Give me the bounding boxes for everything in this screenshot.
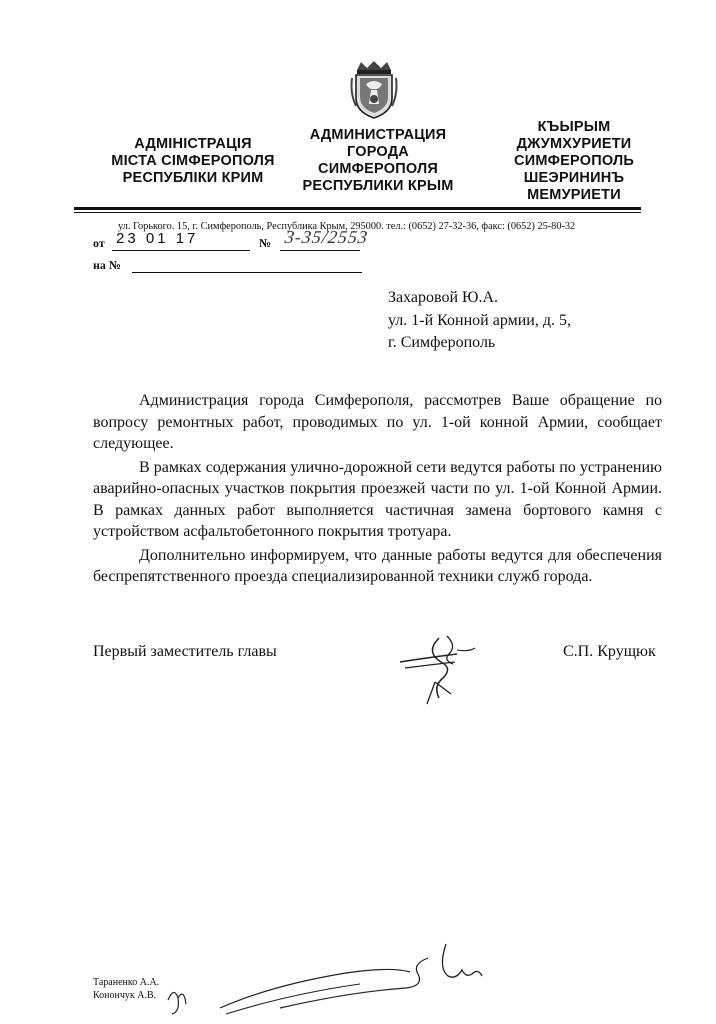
signatory-position: Первый заместитель главы <box>93 643 277 660</box>
header-ukrainian <box>88 136 298 187</box>
date-underline <box>112 250 250 251</box>
header-crh-line: ШЕЭРИНИНЪ <box>523 170 625 186</box>
header-divider-thick <box>74 207 641 210</box>
header-ua-line: АДМІНІСТРАЦІЯ <box>134 136 252 152</box>
recipient-name: Захаровой Ю.А. <box>388 289 499 306</box>
reply-to-underline <box>132 272 362 273</box>
coat-of-arms-emblem <box>349 60 399 120</box>
executor-name: Тараненко А.А. <box>93 977 160 988</box>
executors-block <box>93 977 159 1002</box>
registration-number: 3-35/2553 <box>283 227 370 247</box>
header-ua-line: МІСТА СІМФЕРОПОЛЯ <box>111 153 275 169</box>
body-paragraph: Дополнительно информируем, что данные работы ведутся для обеспечения беспрепятственного проезда специализированной техники служб города. <box>93 546 662 585</box>
recipient-city: г. Симферополь <box>388 334 496 351</box>
header-russian <box>278 127 478 195</box>
header-ru-line: ГОРОДА <box>347 144 409 160</box>
header-crh-line: СИМФЕРОПОЛЬ <box>514 153 634 169</box>
signatory-name: С.П. Крущюк <box>563 643 656 660</box>
header-ru-line: АДМИНИСТРАЦИЯ <box>309 127 447 143</box>
header-divider-thin <box>74 212 641 213</box>
number-label: № <box>259 236 272 250</box>
header-crh-line: ДЖУМХУРИЕТИ <box>516 136 632 152</box>
number-underline <box>280 250 360 251</box>
header-ru-line: РЕСПУБЛИКИ КРЫМ <box>302 178 454 194</box>
header-crimean-tatar <box>484 119 664 204</box>
recipient-street: ул. 1-й Конной армии, д. 5, <box>388 311 571 329</box>
executor-name: Конончук А.В. <box>93 989 157 1001</box>
address-line: ул. Горького. 15, г. Симферополь, Республика Крым, 295000. тел.: (0652) 27-32-36, факс: (0652) 25-80-32 <box>118 221 576 232</box>
body-paragraph: В рамках содержания улично-дорожной сети ведутся работы по устранению аварийно-опасных участков покрытия проезжей части по ул. 1-ой Конной Армии. В рамках данных работ выполняется частичная замена бортового камня с устройством асфальтобетонного покрытия тротуара. <box>93 458 662 540</box>
header-crh-line: КЪЫРЫМ <box>537 119 611 135</box>
handwritten-signature <box>395 632 480 707</box>
header-crh-line: МЕМУРИЕТИ <box>527 187 621 203</box>
recipient-block <box>388 287 571 355</box>
body-paragraph: Администрация города Симферополя, рассмотрев Ваше обращение по вопросу ремонтных работ, проводимых по ул. 1-ой конной Армии, сообщает следующее. <box>93 392 662 452</box>
reply-to-label: на № <box>93 258 121 272</box>
header-ua-line: РЕСПУБЛІКИ КРИМ <box>122 170 264 186</box>
registration-date: 23 01 17 <box>116 230 199 247</box>
executor-signatures <box>160 938 490 1018</box>
letter-body <box>93 390 662 590</box>
date-label: от <box>93 236 105 250</box>
header-ru-line: СИМФЕРОПОЛЯ <box>318 161 438 177</box>
